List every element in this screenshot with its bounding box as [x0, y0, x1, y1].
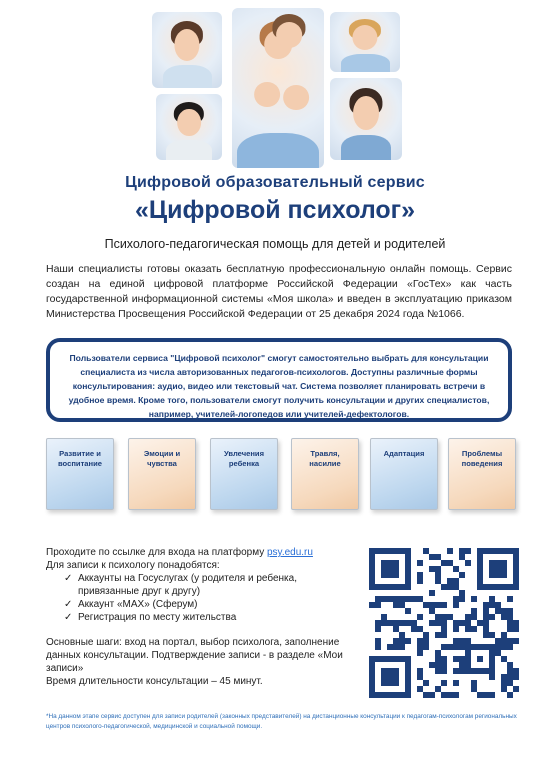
check-icon: ✓: [64, 573, 73, 584]
intro-paragraph: Наши специалисты готовы оказать бесплатную профессиональную онлайн помощь. Сервис создан на единой цифровой платформе Российской Федерации «ГосТех» как часть государственной информационной системы «Моя школа» и введен в эксплуатацию приказом Министерства Просвещения Российской Федерации от 25 декабря 2024 года №1066.: [46, 263, 512, 320]
topic-line: чувства: [147, 459, 177, 468]
requirement-text: Аккаунт «MAX» (Сферум): [78, 599, 198, 610]
check-icon: ✓: [64, 612, 73, 623]
topic-card: [210, 438, 278, 510]
topic-line: Эмоции и: [143, 449, 181, 458]
topic-cards: [46, 438, 516, 516]
topic-line: Адаптация: [383, 449, 425, 458]
qr-code[interactable]: [369, 548, 519, 698]
steps-text: Основные шаги: вход на портал, выбор психолога, заполнение данных консультации. Подтверждение записи - в разделе «Мои записи»: [46, 637, 343, 674]
callout-box: [46, 338, 512, 422]
requirements-list: [46, 572, 346, 624]
requirement-text: Аккаунты на Госуслугах (у родителя и ребенка, привязанные друг к другу): [78, 573, 297, 597]
title-line-1: Цифровой образовательный сервис: [125, 174, 425, 191]
requirement-item: [64, 611, 346, 624]
topic-line: поведения: [461, 459, 503, 468]
topic-line: Развитие и: [59, 449, 101, 458]
callout-text: Пользователи сервиса "Цифровой психолог" смогут самостоятельно выбрать для консультации специалиста из числа авторизованных педагогов-психологов. Доступны различные формы консультирования: аудио, видео или текстовый чат. Система позволяет планировать встречи в удобное время. Кроме того, пользователи смогут получить консультации и других специалистов, например, учителей-логопедов или учителей-дефектологов.: [68, 353, 490, 419]
duration-text: Время длительности консультации – 45 минут.: [46, 676, 263, 687]
qr-code-graphic: [369, 548, 519, 698]
title-line-2: «Цифровой психолог»: [134, 196, 416, 224]
topic-line: Травля,: [310, 449, 340, 458]
hero-illustration: [152, 8, 402, 168]
topic-card: [46, 438, 114, 510]
topic-line: насилие: [309, 459, 341, 468]
topic-card: [128, 438, 196, 510]
platform-link[interactable]: psy.edu.ru: [267, 547, 313, 558]
link-line: [46, 546, 346, 559]
topic-line: Проблемы: [461, 449, 503, 458]
requirement-item: [64, 572, 346, 598]
portrait-woman-3: [330, 12, 400, 72]
check-icon: ✓: [64, 599, 73, 610]
subtitle: Психолого-педагогическая помощь для детей и родителей: [104, 237, 446, 251]
portrait-man: [330, 78, 402, 160]
topic-line: ребенка: [228, 459, 260, 468]
topic-card: [370, 438, 438, 510]
requirement-item: [64, 598, 346, 611]
portrait-family: [232, 8, 324, 168]
instructions: [46, 546, 346, 688]
portrait-woman-2: [156, 94, 222, 160]
requirements-title: Для записи к психологу понадобятся:: [46, 560, 220, 571]
footnote: *На данном этапе сервис доступен для записи родителей (законных представителей) на дистанционные консультации к педагогам-психологам региональных центров психолого-педагогической, медицинской и социальной помощи.: [46, 713, 517, 730]
requirement-text: Регистрация по месту жительства: [78, 612, 237, 623]
topic-card: [448, 438, 516, 510]
topic-card: [291, 438, 359, 510]
link-prefix: Проходите по ссылке для входа на платформу: [46, 547, 267, 558]
topic-line: воспитание: [57, 459, 102, 468]
portrait-woman-1: [152, 12, 222, 88]
topic-line: Увлечения: [223, 449, 265, 458]
